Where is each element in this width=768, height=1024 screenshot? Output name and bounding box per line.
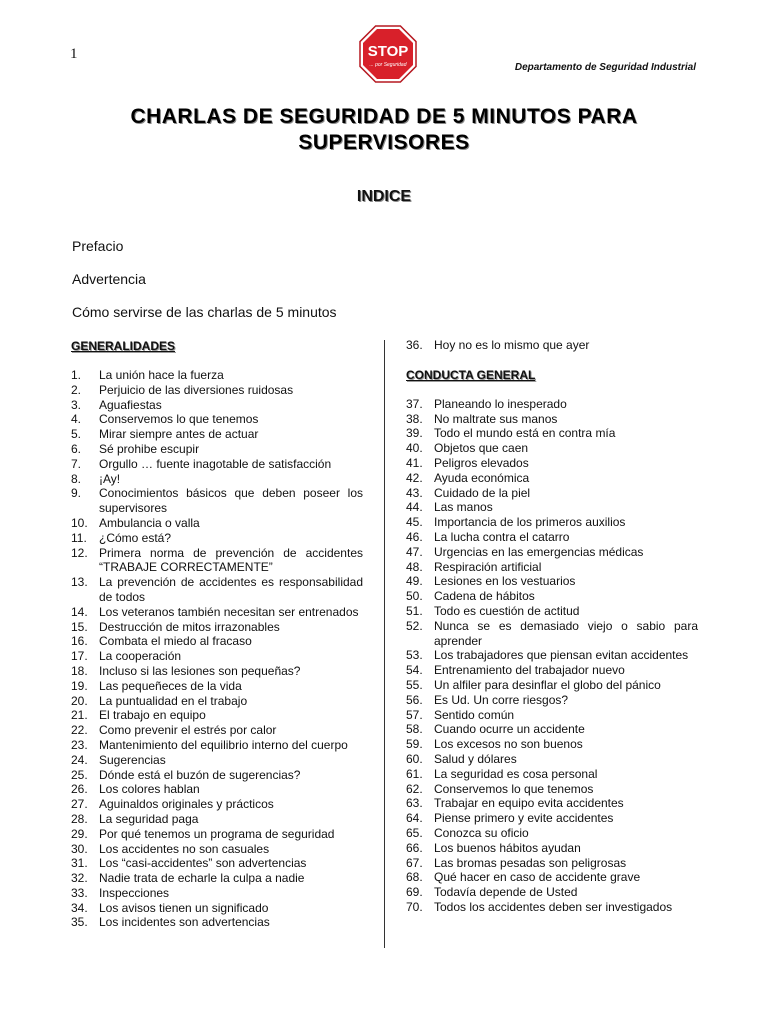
item-number: 39.	[406, 426, 423, 441]
list-item	[71, 620, 363, 635]
item-text: Trabajar en equipo evita accidentes	[434, 796, 624, 811]
item-text: Las manos	[434, 500, 493, 515]
list-item	[406, 441, 698, 456]
item-text: Aguafiestas	[99, 397, 162, 412]
item-number: 10.	[71, 515, 88, 530]
list-item	[71, 457, 363, 472]
item-number: 7.	[71, 456, 82, 471]
title-line-2: SUPERVISORES	[298, 131, 470, 154]
item-number: 48.	[406, 559, 423, 574]
list-item	[406, 500, 698, 515]
item-text: ¿Cómo está?	[99, 530, 172, 545]
item-number: 27.	[71, 797, 88, 812]
list-item	[71, 427, 363, 442]
list-item	[71, 782, 363, 797]
list-item	[406, 589, 698, 604]
item-number: 66.	[406, 840, 423, 855]
item-text: La seguridad es cosa personal	[434, 766, 598, 781]
item-number: 67.	[406, 855, 423, 870]
item-number: 6.	[71, 441, 82, 456]
item-number: 32.	[71, 871, 88, 886]
item-number: 19.	[71, 678, 88, 693]
item-number: 43.	[406, 485, 423, 500]
item-text: Un alfiler para desinflar el globo del pánico	[434, 677, 661, 692]
list-item	[406, 811, 698, 826]
index-heading: INDICE	[356, 188, 412, 205]
list-item	[71, 901, 363, 916]
stop-sign-logo	[358, 24, 418, 84]
section-heading-generalidades: GENERALIDADES	[71, 339, 176, 353]
item-number: 18.	[71, 663, 88, 678]
item-text: Planeando lo inesperado	[434, 396, 567, 411]
list-item	[406, 693, 698, 708]
item-number: 14.	[71, 604, 88, 619]
item-text: Piense primero y evite accidentes	[434, 811, 614, 826]
list-item	[406, 737, 698, 752]
item-text: Los veteranos también necesitan ser entrenados	[99, 604, 359, 619]
list-item	[71, 605, 363, 620]
item-text: La seguridad paga	[99, 811, 199, 826]
item-text: Lesiones en los vestuarios	[434, 574, 576, 589]
item-number: 62.	[406, 781, 423, 796]
item-text: Conozca su oficio	[434, 825, 529, 840]
list-item	[406, 338, 698, 353]
item-number: 5.	[71, 427, 82, 442]
list-item	[71, 915, 363, 930]
item-text: Los “casi-accidentes” son advertencias	[99, 856, 307, 871]
item-number: 69.	[406, 885, 423, 900]
list-item	[406, 870, 698, 885]
item-number: 13.	[71, 575, 88, 590]
list-item	[406, 826, 698, 841]
item-text: La prevención de accidentes es responsabilidad de todos	[99, 575, 363, 604]
item-text: Destrucción de mitos irrazonables	[99, 619, 280, 634]
item-text: Ambulancia o valla	[99, 515, 200, 530]
item-number: 52.	[406, 618, 423, 633]
list-item	[71, 664, 363, 679]
list-item	[406, 841, 698, 856]
column-divider	[384, 340, 385, 948]
list-item	[71, 412, 363, 427]
list-item	[406, 885, 698, 900]
item-number: 63.	[406, 796, 423, 811]
item-text: Combata el miedo al fracaso	[99, 634, 252, 649]
item-number: 2.	[71, 382, 82, 397]
intro-como-servirse: Cómo servirse de las charlas de 5 minutos	[72, 304, 337, 320]
item-text: Nunca se es demasiado viejo o sabio para aprender	[434, 618, 698, 648]
item-number: 59.	[406, 737, 423, 752]
item-number: 56.	[406, 692, 423, 707]
item-number: 65.	[406, 825, 423, 840]
list-item	[71, 827, 363, 842]
intro-advertencia: Advertencia	[72, 271, 146, 287]
list-item	[406, 856, 698, 871]
item-text: Las pequeñeces de la vida	[99, 678, 242, 693]
list-item	[406, 574, 698, 589]
list-item	[406, 471, 698, 486]
list-item	[406, 530, 698, 545]
item-number: 38.	[406, 411, 423, 426]
item-number: 22.	[71, 723, 88, 738]
item-text: Conservemos lo que tenemos	[434, 781, 594, 796]
svg-text:... por Seguridad: ... por Seguridad	[369, 62, 407, 68]
list-item	[71, 797, 363, 812]
intro-prefacio: Prefacio	[72, 238, 124, 254]
item-text: ¡Ay!	[99, 471, 121, 486]
list-item	[71, 472, 363, 487]
item-text: Cadena de hábitos	[434, 589, 535, 604]
item-text: Los buenos hábitos ayudan	[434, 840, 581, 855]
item-number: 26.	[71, 782, 88, 797]
item-text: Como prevenir el estrés por calor	[99, 723, 277, 738]
list-item	[71, 634, 363, 649]
item-number: 50.	[406, 589, 423, 604]
item-number: 15.	[71, 619, 88, 634]
list-item	[71, 679, 363, 694]
item-number: 37.	[406, 396, 423, 411]
page-number: 1	[70, 46, 78, 62]
list-item	[406, 752, 698, 767]
item-number: 46.	[406, 529, 423, 544]
item-text: Cuando ocurre un accidente	[434, 722, 585, 737]
list-item	[71, 842, 363, 857]
generalidades-list	[71, 368, 363, 930]
item-text: Salud y dólares	[434, 751, 517, 766]
item-text: Los colores hablan	[99, 782, 200, 797]
list-item	[406, 678, 698, 693]
item-number: 20.	[71, 693, 88, 708]
item-text: Sentido común	[434, 707, 515, 722]
list-item	[406, 560, 698, 575]
item-text: Todavía depende de Usted	[434, 885, 578, 900]
item-text: Orgullo … fuente inagotable de satisfacción	[99, 456, 332, 471]
item-text: Conocimientos básicos que deben poseer los supervisores	[99, 486, 363, 516]
item-text: Todo el mundo está en contra mía	[434, 426, 616, 441]
item-number: 31.	[71, 856, 88, 871]
item-number: 60.	[406, 751, 423, 766]
list-item	[71, 768, 363, 783]
list-item	[71, 368, 363, 383]
item-text: Sé prohibe escupir	[99, 441, 200, 456]
item-text: No maltrate sus manos	[434, 411, 558, 426]
item-text: Es Ud. Un corre riesgos?	[434, 692, 569, 707]
list-item	[71, 383, 363, 398]
item-number: 9.	[71, 486, 82, 501]
item-text: Las bromas pesadas son peligrosas	[434, 855, 627, 870]
item-number: 8.	[71, 471, 82, 486]
item-text: Los excesos no son buenos	[434, 737, 583, 752]
item-text: Urgencias en las emergencias médicas	[434, 544, 644, 559]
item-text: Sugerencias	[99, 752, 166, 767]
list-item	[406, 619, 698, 649]
item-text: Por qué tenemos un programa de seguridad	[99, 826, 335, 841]
item-number: 25.	[71, 767, 88, 782]
title-line-1: CHARLAS DE SEGURIDAD DE 5 MINUTOS PARA	[130, 105, 638, 128]
item-text: Los incidentes son advertencias	[99, 915, 270, 930]
list-item	[406, 486, 698, 501]
item-number: 28.	[71, 811, 88, 826]
list-item	[406, 767, 698, 782]
item-text: La cooperación	[99, 649, 182, 664]
item-number: 33.	[71, 885, 88, 900]
list-item	[71, 546, 363, 576]
list-item	[406, 708, 698, 723]
item-number: 1.	[71, 368, 82, 382]
item-number: 49.	[406, 574, 423, 589]
item-text: La puntualidad en el trabajo	[99, 693, 248, 708]
list-item	[71, 738, 363, 753]
item-text: Primera norma de prevención de accidentes “TRABAJE CORRECTAMENTE”	[99, 545, 363, 575]
list-item	[406, 663, 698, 678]
item-number: 34.	[71, 900, 88, 915]
item-number: 53.	[406, 648, 423, 663]
item-number: 40.	[406, 441, 423, 456]
list-item	[406, 648, 698, 663]
item-number: 64.	[406, 811, 423, 826]
item-number: 30.	[71, 841, 88, 856]
department-name: Departamento de Seguridad Industrial	[514, 62, 696, 73]
item-text: La lucha contra el catarro	[434, 529, 570, 544]
item-text: Objetos que caen	[434, 441, 529, 456]
list-item	[406, 796, 698, 811]
item-number: 54.	[406, 663, 423, 678]
list-item	[406, 412, 698, 427]
svg-text:STOP: STOP	[367, 43, 409, 60]
document-title	[60, 104, 708, 156]
item-number: 58.	[406, 722, 423, 737]
item-text: Respiración artificial	[434, 559, 542, 574]
list-item	[406, 456, 698, 471]
item-text: Cuidado de la piel	[434, 485, 531, 500]
item-text: Los accidentes no son casuales	[99, 841, 270, 856]
item-number: 35.	[71, 915, 88, 930]
item-number: 55.	[406, 677, 423, 692]
list-item	[71, 708, 363, 723]
item-number: 21.	[71, 708, 88, 723]
item-number: 12.	[71, 545, 88, 560]
right-column	[406, 338, 698, 915]
item-text: Hoy no es lo mismo que ayer	[434, 338, 590, 352]
item-text: Nadie trata de echarle la culpa a nadie	[99, 871, 305, 886]
item-text: Peligros elevados	[434, 455, 529, 470]
list-item	[71, 812, 363, 827]
left-column	[71, 338, 363, 930]
item-text: Inspecciones	[99, 885, 170, 900]
list-item	[71, 649, 363, 664]
item-text: Perjuicio de las diversiones ruidosas	[99, 382, 294, 397]
item-text: Incluso si las lesiones son pequeñas?	[99, 663, 301, 678]
item-number: 4.	[71, 412, 82, 427]
item-number: 17.	[71, 649, 88, 664]
item-text: Entrenamiento del trabajador nuevo	[434, 663, 625, 678]
list-item	[406, 545, 698, 560]
item-number: 29.	[71, 826, 88, 841]
item-text: Los trabajadores que piensan evitan accidentes	[434, 648, 689, 663]
item-number: 57.	[406, 707, 423, 722]
item-text: Los avisos tienen un significado	[99, 900, 269, 915]
list-item	[406, 426, 698, 441]
list-item	[71, 753, 363, 768]
item-number: 3.	[71, 397, 82, 412]
item-number: 70.	[406, 899, 423, 914]
item-number: 41.	[406, 455, 423, 470]
list-item	[406, 782, 698, 797]
list-item	[71, 694, 363, 709]
list-item	[71, 871, 363, 886]
list-item	[406, 397, 698, 412]
list-item	[71, 398, 363, 413]
item-number: 23.	[71, 737, 88, 752]
item-number: 11.	[71, 530, 87, 545]
item-number: 36.	[406, 338, 423, 352]
list-item	[71, 442, 363, 457]
list-item	[71, 886, 363, 901]
conducta-general-list	[406, 397, 698, 915]
item-number: 47.	[406, 544, 423, 559]
list-item	[406, 515, 698, 530]
item-number: 45.	[406, 515, 423, 530]
item-number: 16.	[71, 634, 88, 649]
item-text: Todos los accidentes deben ser investigados	[434, 899, 673, 914]
item-text: El trabajo en equipo	[99, 708, 206, 723]
item-text: Aguinaldos originales y prácticos	[99, 797, 274, 812]
list-item	[406, 722, 698, 737]
item-text: Dónde está el buzón de sugerencias?	[99, 767, 301, 782]
list-item	[71, 531, 363, 546]
list-item	[71, 516, 363, 531]
list-item	[406, 900, 698, 915]
list-item	[71, 723, 363, 738]
section-heading-conducta-general: CONDUCTA GENERAL	[406, 367, 536, 382]
list-item	[406, 604, 698, 619]
item-number: 44.	[406, 500, 423, 515]
item-number: 68.	[406, 870, 423, 885]
item-text: Mirar siempre antes de actuar	[99, 427, 259, 442]
item-text: La unión hace la fuerza	[99, 368, 224, 382]
item-number: 61.	[406, 766, 423, 781]
item-number: 51.	[406, 603, 423, 618]
item-text: Conservemos lo que tenemos	[99, 412, 259, 427]
list-item	[71, 575, 363, 605]
list-item	[71, 856, 363, 871]
item-text: Qué hacer en caso de accidente grave	[434, 870, 641, 885]
item-text: Todo es cuestión de actitud	[434, 603, 580, 618]
item-text: Importancia de los primeros auxilios	[434, 515, 626, 530]
item-number: 42.	[406, 470, 423, 485]
list-item	[71, 486, 363, 516]
item-number: 24.	[71, 752, 88, 767]
item-text: Ayuda económica	[434, 470, 530, 485]
item-text: Mantenimiento del equilibrio interno del cuerpo	[99, 737, 348, 752]
